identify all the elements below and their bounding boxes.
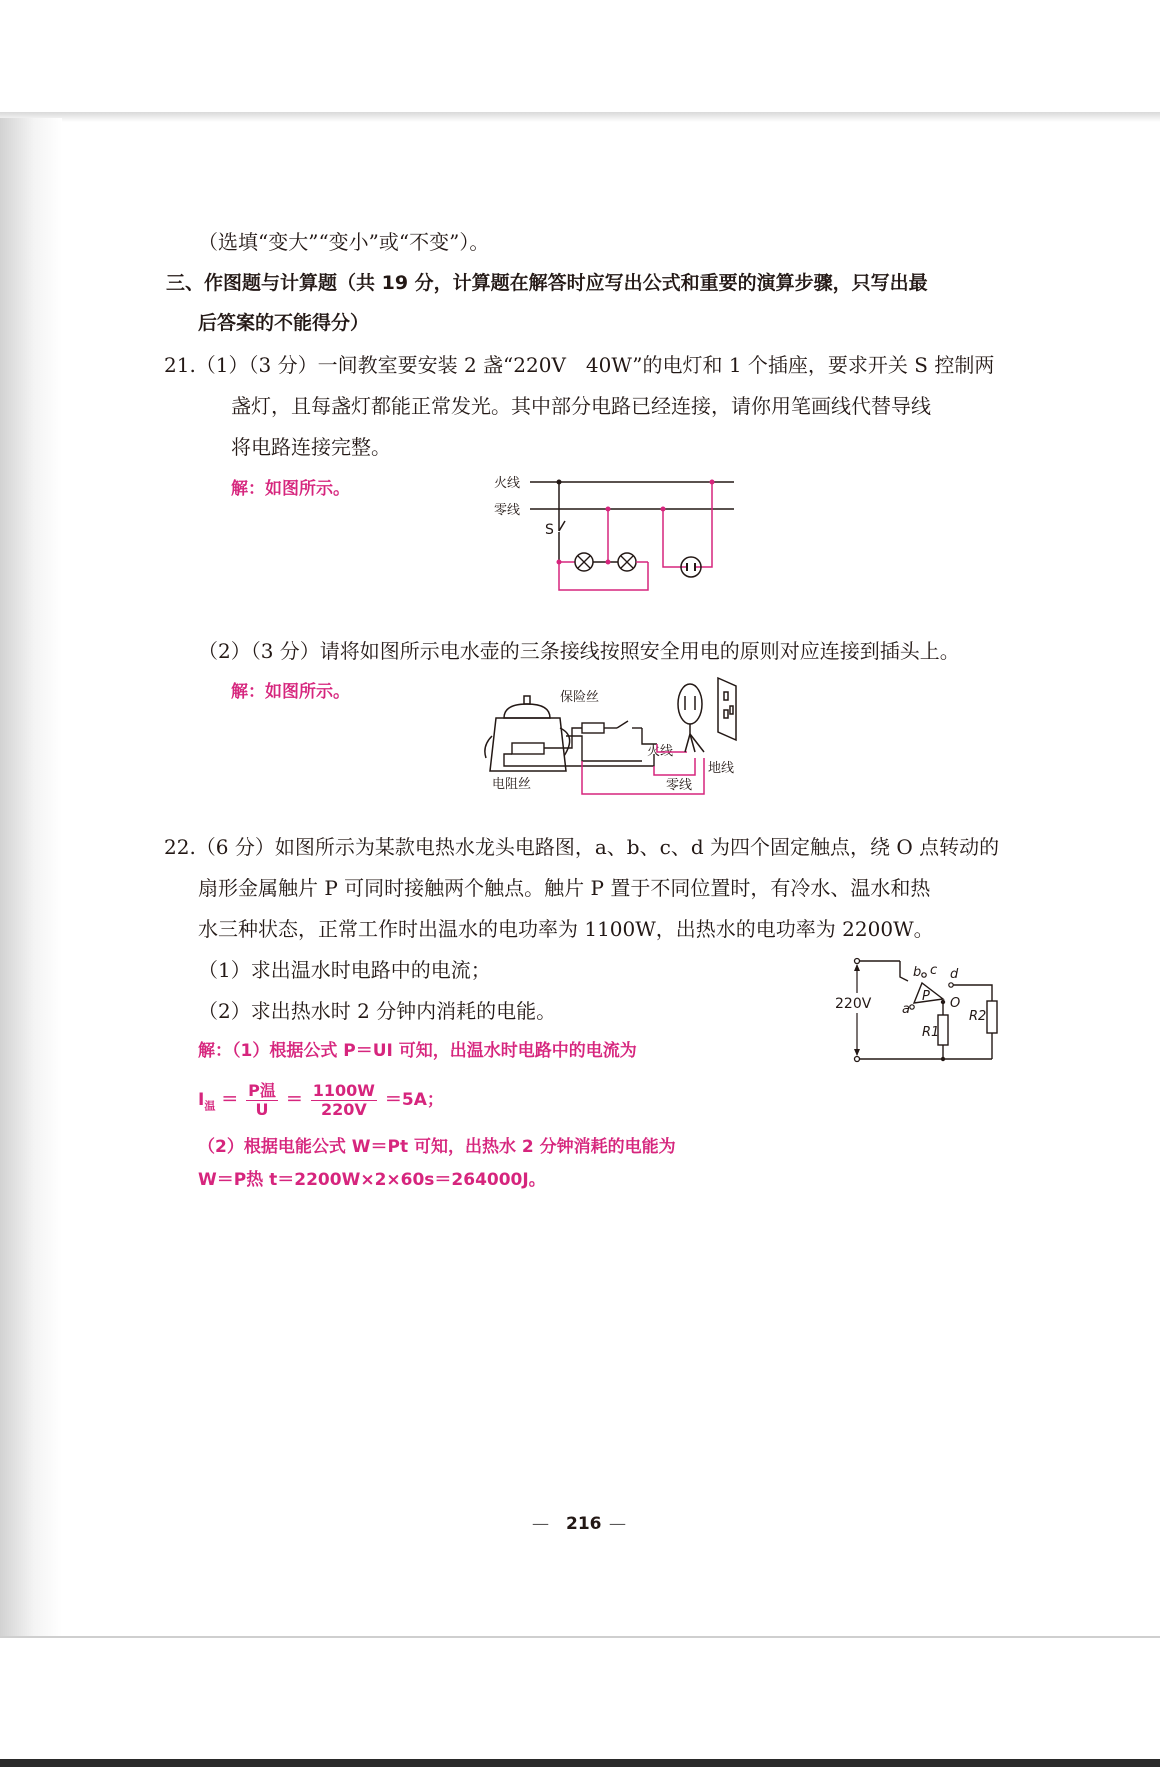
house-wiring-diagram (490, 472, 740, 597)
fuse-label: 保险丝 (560, 690, 600, 705)
page-left-edge (0, 118, 62, 1636)
neutral-wire-label: 零线 (494, 503, 521, 518)
contact-d-label: d (950, 967, 959, 982)
kettle-icon (485, 696, 570, 771)
page-number-dash-right: — (609, 1514, 626, 1534)
voltage-label: 220V (835, 996, 872, 1012)
fuse-icon (582, 723, 604, 733)
contact-c-label: c (930, 963, 938, 978)
prev-question-tail: （选填“变大”“变小”或“不变”）。 (198, 230, 490, 254)
eq1-lhs: $I_温$ (198, 1090, 216, 1113)
plug-icon (678, 684, 704, 752)
kettle-switch (617, 721, 628, 728)
q22-solution-2: （2）根据电能公式 W＝Pt 可知，出热水 2 分钟消耗的电能为 (198, 1137, 676, 1157)
resistor-r2 (987, 1001, 997, 1033)
section-heading: 三、作图题与计算题（共 19 分，计算题在解答时应写出公式和重要的演算步骤，只写出最 (166, 272, 928, 294)
bottom-bar (0, 1759, 1160, 1767)
q22-equation-2: W＝P热 t＝2200W×2×60s＝264000J。 (198, 1170, 546, 1190)
tap-circuit-diagram (830, 955, 1002, 1065)
q21-part1-line2: 盏灯，且每盏灯都能正常发光。其中部分电路已经连接，请你用笔画线代替导线 (231, 394, 931, 418)
kettle-plug-diagram (482, 676, 752, 801)
q22-sub1: （1）求出温水时电路中的电流； (198, 958, 491, 982)
switch-blade (559, 521, 565, 531)
eq1-fraction-1: $\frac{\text{P温}}{U}$ (248, 1080, 276, 1119)
slider-p-label: P (922, 989, 930, 1004)
lamp-2-icon (618, 553, 636, 571)
switch-label: S (545, 522, 554, 538)
live-label: 火线 (647, 744, 674, 759)
r2-label: R2 (969, 1009, 987, 1024)
contact-b-label: b (913, 965, 922, 980)
q21-part2-answer: 解：如图所示。 (231, 682, 350, 702)
q22-line3: 水三种状态，正常工作时出温水的电功率为 1100W，出热水的电功率为 2200W。 (198, 917, 934, 941)
pivot-o-label: O (950, 996, 961, 1011)
heating-element (512, 743, 544, 754)
q22-solution-1: 解：（1）根据公式 P＝UI 可知，出温水时电路中的电流为 (198, 1041, 637, 1061)
q21-part1-line3: 将电路连接完整。 (231, 435, 391, 459)
eq1-fraction-2: $\frac{1100W}{220V}$ (312, 1080, 375, 1119)
q22-line2: 扇形金属触片 P 可同时接触两个触点。触片 P 置于不同位置时，有冷水、温水和热 (198, 876, 931, 900)
ground-label: 地线 (708, 761, 735, 776)
page-number: 216 (566, 1514, 602, 1534)
q21-part2-line1: （2）（3 分）请将如图所示电水壶的三条接线按照安全用电的原则对应连接到插头上。 (198, 639, 960, 663)
page-number-dash-left: — (532, 1514, 549, 1534)
section-heading-cont: 后答案的不能得分） (198, 312, 370, 334)
page-top-edge (0, 112, 1160, 122)
r1-label: R1 (922, 1025, 940, 1040)
q21-part1-answer: 解：如图所示。 (231, 479, 350, 499)
live-wire-label: 火线 (494, 476, 521, 491)
neutral-label: 零线 (666, 778, 693, 793)
q22-line1: 22.（6 分）如图所示为某款电热水龙头电路图，a、b、c、d 为四个固定触点，绕 O 点转动的 (164, 835, 1000, 859)
resistor-label: 电阻丝 (492, 777, 532, 792)
q22-sub2: （2）求出热水时 2 分钟内消耗的电能。 (198, 999, 557, 1023)
q21-part1-line1: 21.（1）（3 分）一间教室要安装 2 盏“220V 40W”的电灯和 1 个插座，要求开关 S 控制两 (164, 353, 995, 377)
contact-a-label: a (902, 1002, 910, 1017)
lamp-1-icon (575, 553, 593, 571)
q22-equation-1: $I_温$ ＝ $\frac{\text{P温}}{U}$ ＝ $\frac{1100W}{220V}$ ＝5A； (198, 1080, 444, 1119)
resistor-r1 (938, 1015, 948, 1045)
page-bottom-edge (0, 1636, 1160, 1638)
wall-socket-icon (718, 678, 736, 740)
